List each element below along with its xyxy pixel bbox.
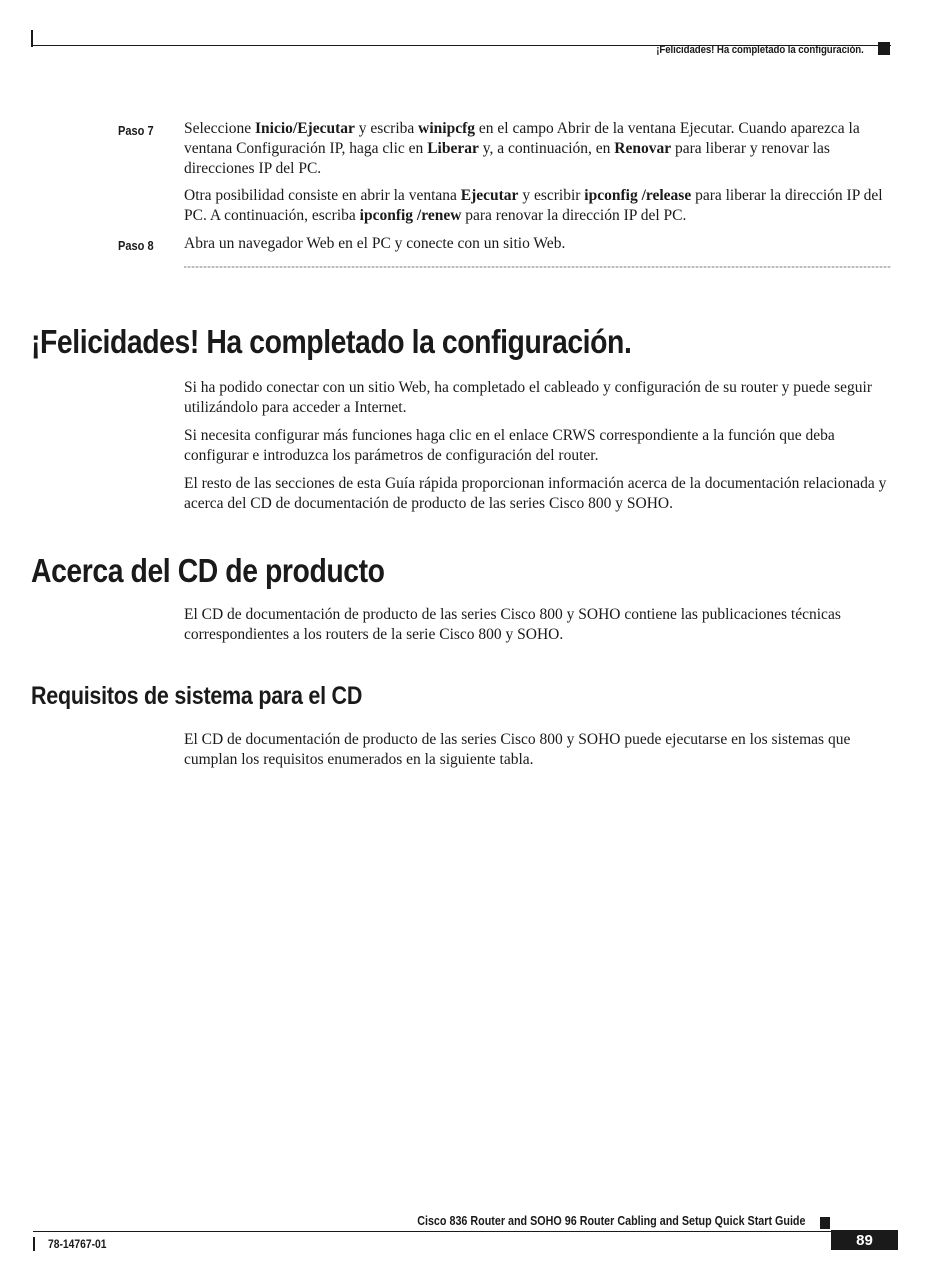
about-cd-paragraph: El CD de documentación de producto de las series Cisco 800 y SOHO contiene las publicaciones técnicas correspondientes a los routers de la serie Cisco 800 y SOHO. xyxy=(184,606,841,643)
page-number: 89 xyxy=(856,1231,873,1249)
footer-rule xyxy=(33,1231,898,1232)
congrats-paragraph-3: El resto de las secciones de esta Guía rápida proporcionan información acerca de la documentación relacionada y acerca del CD de documentación de producto de las series Cisco 800 y SOHO. xyxy=(184,475,887,512)
heading-system-requirements: Requisitos de sistema para el CD xyxy=(31,682,363,710)
requirements-paragraph: El CD de documentación de producto de las series Cisco 800 y SOHO puede ejecutarse en los sistemas que cumplan los requisitos enumerados en la siguiente tabla. xyxy=(184,731,851,768)
footer-bar-mark xyxy=(33,1237,35,1251)
congrats-paragraph-1: Si ha podido conectar con un sitio Web, ha completado el cableado y configuración de su router y puede seguir utilizándolo para acceder a Internet. xyxy=(184,379,873,416)
procedure-end-rule xyxy=(184,266,891,268)
footer-guide-title: Cisco 836 Router and SOHO 96 Router Cabling and Setup Quick Start Guide xyxy=(416,1214,805,1228)
footer-doc-number: 78-14767-01 xyxy=(48,1237,107,1251)
page-number-box xyxy=(831,1230,898,1250)
heading-about-cd: Acerca del CD de producto xyxy=(31,552,385,589)
step-label-7: Paso 7 xyxy=(118,123,154,138)
running-header: ¡Felicidades! Ha completado la configuración. xyxy=(656,44,864,56)
step-7-paragraph-1: Seleccione Inicio/Ejecutar y escriba winipcfg en el campo Abrir de la ventana Ejecutar. Cuando aparezca la ventana Configuración IP, haga clic en Liberar y, a continuación, en Renovar para liberar y renovar las direcciones IP del PC. xyxy=(184,120,860,177)
header-block-mark xyxy=(878,42,890,55)
step-8-paragraph: Abra un navegador Web en el PC y conecte con un sitio Web. xyxy=(184,235,566,252)
step-label-8: Paso 8 xyxy=(118,238,154,253)
heading-congratulations: ¡Felicidades! Ha completado la configuración. xyxy=(31,323,632,360)
footer-block-mark xyxy=(820,1217,830,1229)
step-7-paragraph-2: Otra posibilidad consiste en abrir la ventana Ejecutar y escribir ipconfig /release para liberar la dirección IP del PC. A continuación, escriba ipconfig /renew para renovar la dirección IP del PC. xyxy=(184,187,883,224)
congrats-paragraph-2: Si necesita configurar más funciones haga clic en el enlace CRWS correspondiente a la función que deba configurar e introduzca los parámetros de configuración del router. xyxy=(184,427,835,464)
